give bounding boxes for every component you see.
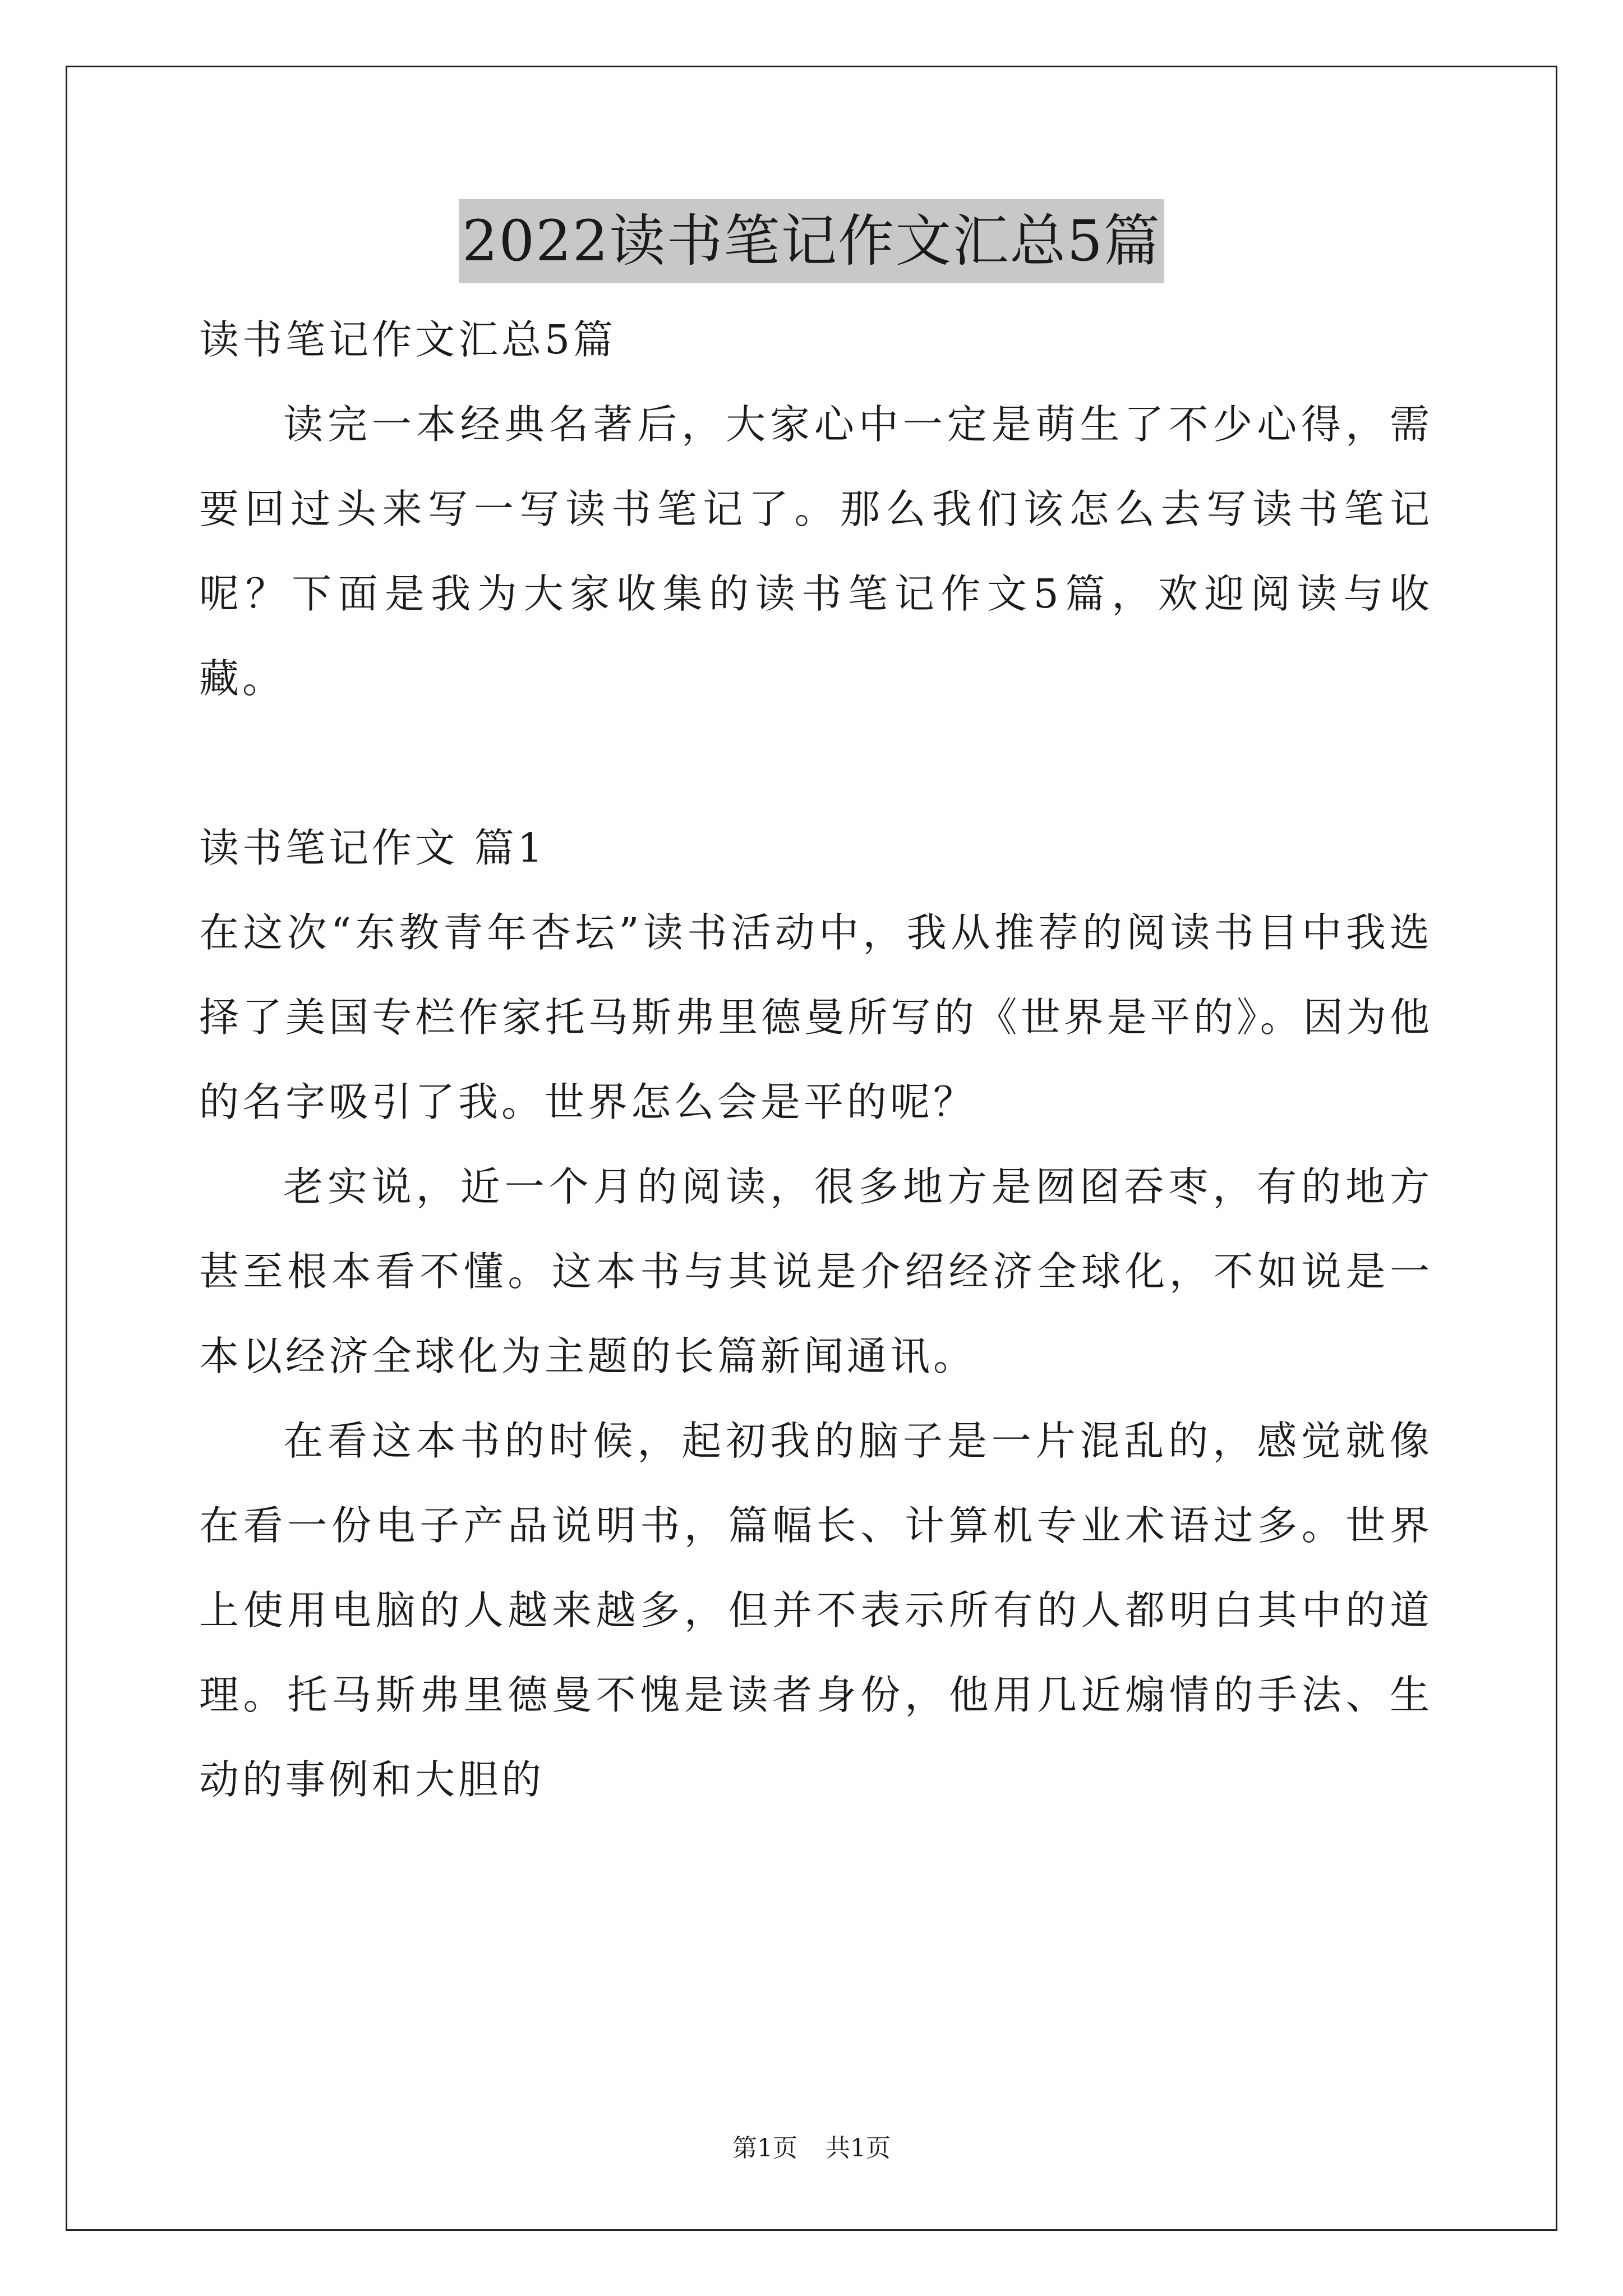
page-total: 共1页 bbox=[826, 2134, 891, 2162]
document-title: 2022读书笔记作文汇总5篇 bbox=[459, 199, 1164, 283]
body-paragraph: 老实说，近一个月的阅读，很多地方是囫囵吞枣，有的地方甚至根本看不懂。这本书与其说是介绍经济全球化，不如说是一本以经济全球化为主题的长篇新闻通讯。 bbox=[199, 1163, 1433, 1379]
body-paragraph: 在看这本书的时候，起初我的脑子是一片混乱的，感觉就像在看一份电子产品说明书，篇幅长、计算机专业术语过多。世界上使用电脑的人越来越多，但并不表示所有的人都明白其中的道理。托马斯弗里德曼不愧是读者身份，他用几近煽情的手法、生动的事例和大胆的 bbox=[199, 1418, 1433, 1803]
page-number: 第1页 bbox=[732, 2134, 797, 2162]
body-paragraph: 在这次“东教青年杏坛”读书活动中，我从推荐的阅读书目中我选择了美国专栏作家托马斯弗里德曼所写的《世界是平的》。因为他的名字吸引了我。世界怎么会是平的呢？ bbox=[199, 909, 1433, 1125]
section-spacer bbox=[199, 721, 1433, 806]
title-container bbox=[0, 199, 1623, 283]
document-subtitle: 读书笔记作文汇总5篇 bbox=[199, 316, 617, 363]
section-heading: 读书笔记作文 篇1 bbox=[199, 825, 546, 871]
page-footer bbox=[0, 2132, 1623, 2165]
document-body bbox=[199, 297, 1433, 1822]
intro-paragraph: 读完一本经典名著后，大家心中一定是萌生了不少心得，需要回过头来写一写读书笔记了。那么我们该怎么去写读书笔记呢？下面是我为大家收集的读书笔记作文5篇，欢迎阅读与收藏。 bbox=[199, 401, 1433, 702]
